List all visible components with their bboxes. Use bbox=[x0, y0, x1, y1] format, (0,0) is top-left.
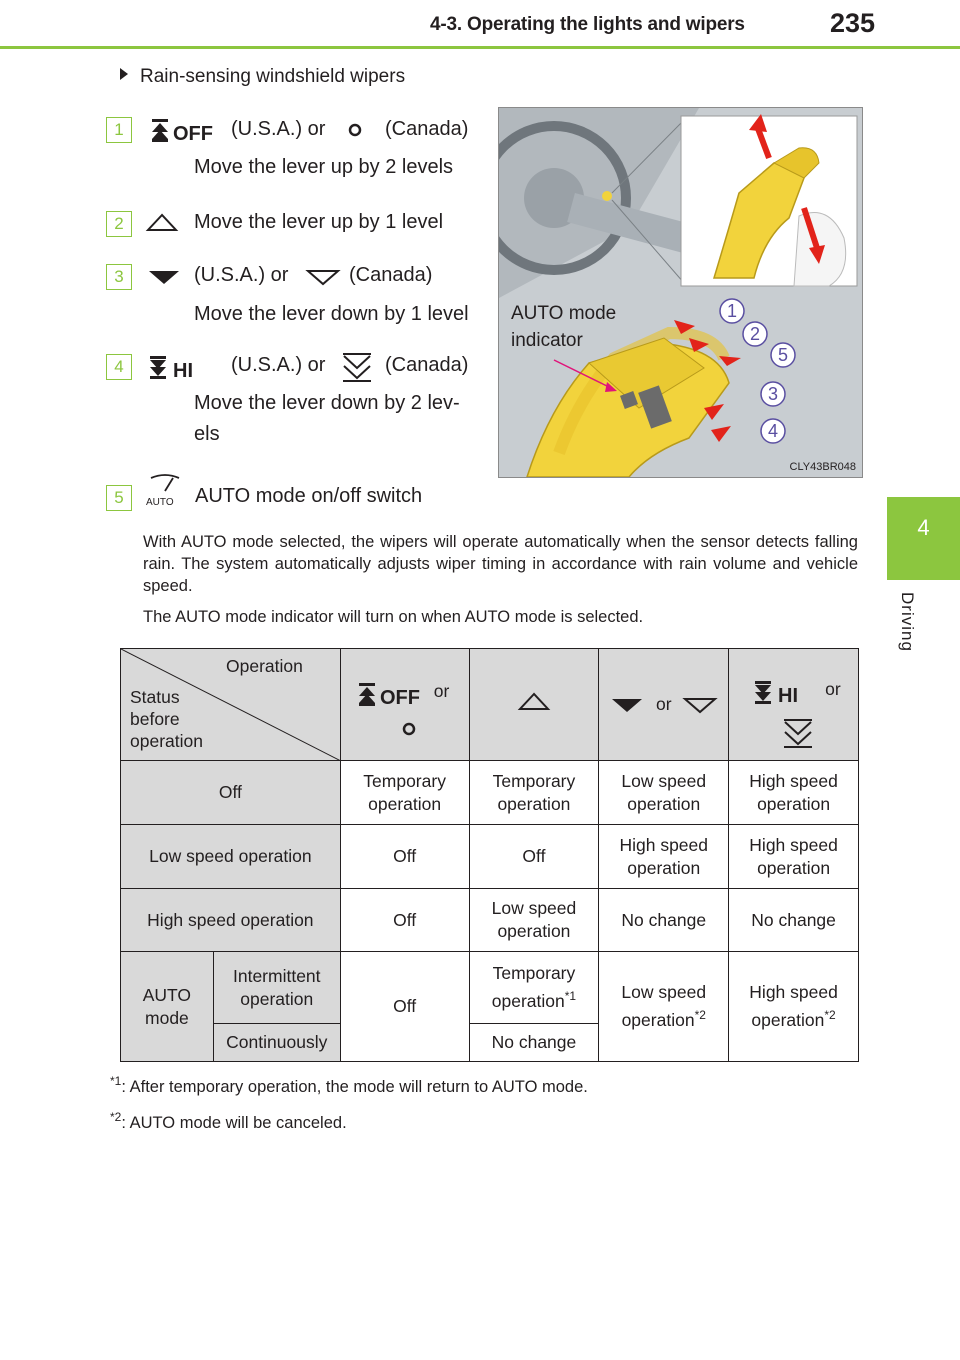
chapter-number: 4 bbox=[917, 515, 930, 540]
table-row: Low speed operation Off Off High speed operation High speed operation bbox=[121, 825, 859, 889]
header-rule bbox=[0, 46, 960, 49]
table-row-auto-intermittent: AUTO mode Intermittent operation Off Temporary operation$^{*1}$ Low speed operation$^{*2}$ High speed operation$^{*2}$ bbox=[121, 952, 859, 1024]
circle-off-icon bbox=[401, 721, 417, 737]
low-down-icon bbox=[609, 696, 645, 714]
item-number-4: 4 bbox=[106, 354, 132, 380]
auto-wiper-icon bbox=[143, 472, 187, 508]
triangle-bullet-icon bbox=[120, 68, 128, 80]
item-number-1: 1 bbox=[106, 117, 132, 143]
svg-text:1: 1 bbox=[727, 301, 738, 321]
svg-text:4: 4 bbox=[768, 421, 779, 441]
low-down-outline-icon bbox=[682, 696, 718, 714]
item-4-desc: Move the lever down by 2 lev- bbox=[194, 392, 460, 414]
auto-mode-paragraph: With AUTO mode selected, the wipers will operate automatically when the sensor detects falling rain. The system automatically adjusts wiper timing in accordance with rain volume and vehicle speed. bbox=[143, 533, 858, 595]
mist-up-icon bbox=[144, 212, 180, 234]
illustration-code: CLY43BR048 bbox=[789, 461, 856, 473]
item-5-desc: AUTO mode on/off switch bbox=[195, 485, 423, 507]
svg-text:OFF: OFF bbox=[379, 686, 420, 708]
hi-lever-icon bbox=[148, 355, 204, 381]
table-row-auto-continuously: Continuously No change bbox=[121, 1024, 859, 1062]
table-row: High speed operation Off Low speed operation No change No change bbox=[121, 889, 859, 952]
corner-status-label: Status before operation bbox=[130, 687, 203, 751]
page-number: 235 bbox=[830, 8, 876, 38]
svg-text:HI: HI bbox=[778, 684, 799, 706]
item-3-canada: (Canada) bbox=[349, 264, 433, 286]
subsection-heading: Rain-sensing windshield wipers bbox=[120, 66, 405, 88]
auto-mode-indicator-label: AUTO mode indicator bbox=[511, 303, 617, 351]
wiper-operation-table bbox=[120, 648, 859, 1062]
mist-up-icon bbox=[516, 691, 552, 713]
svg-text:OFF: OFF bbox=[173, 123, 213, 144]
table-corner-header: Operation Status before operation bbox=[121, 649, 341, 761]
svg-text:3: 3 bbox=[768, 384, 779, 404]
footnote-2: $^{*2}$: AUTO mode will be canceled. bbox=[110, 1110, 347, 1132]
hi-outline-icon bbox=[781, 718, 815, 750]
off-lever-icon bbox=[150, 118, 220, 144]
item-number-5: 5 bbox=[106, 485, 132, 511]
section-title: 4-3. Operating the lights and wipers bbox=[430, 14, 745, 35]
svg-text:2: 2 bbox=[750, 324, 761, 344]
item-4-usa: (U.S.A.) or bbox=[231, 354, 326, 376]
table-row: Off Temporary operation Temporary operation Low speed operation High speed operation bbox=[121, 761, 859, 825]
hi-lever-icon bbox=[753, 680, 809, 706]
item-2-desc: Move the lever up by 1 level bbox=[194, 211, 444, 233]
item-4-desc-cont: els bbox=[194, 423, 220, 445]
item-3-desc: Move the lever down by 1 level bbox=[194, 303, 469, 325]
item-3-usa: (U.S.A.) or bbox=[194, 264, 289, 286]
item-number-3: 3 bbox=[106, 264, 132, 290]
svg-text:5: 5 bbox=[778, 345, 789, 365]
low-down-outline-icon bbox=[305, 268, 341, 286]
item-1-canada: (Canada) bbox=[385, 118, 469, 140]
item-1-desc: Move the lever up by 2 levels bbox=[194, 156, 454, 178]
svg-text:AUTO: AUTO bbox=[146, 497, 174, 508]
item-4-canada: (Canada) bbox=[385, 354, 469, 376]
footnote-1: $^{*1}$: After temporary operation, the mode will return to AUTO mode. bbox=[110, 1074, 588, 1096]
illustration-drawing bbox=[499, 108, 862, 477]
header-hi-column: HI or bbox=[729, 649, 859, 761]
item-1-usa: (U.S.A.) or bbox=[231, 118, 326, 140]
low-down-icon bbox=[146, 268, 182, 286]
item-number-2: 2 bbox=[106, 211, 132, 237]
header-off-column: OFF or bbox=[340, 649, 469, 761]
header-low-column: or bbox=[599, 649, 729, 761]
chapter-label: Driving bbox=[898, 592, 917, 652]
svg-text:HI: HI bbox=[173, 360, 193, 381]
header-mist-column bbox=[469, 649, 599, 761]
circle-off-icon bbox=[346, 121, 364, 139]
hi-outline-icon bbox=[340, 352, 374, 384]
wiper-lever-illustration bbox=[498, 107, 863, 478]
auto-indicator-paragraph: The AUTO mode indicator will turn on when AUTO mode is selected. bbox=[143, 608, 644, 626]
off-lever-icon bbox=[357, 682, 427, 708]
